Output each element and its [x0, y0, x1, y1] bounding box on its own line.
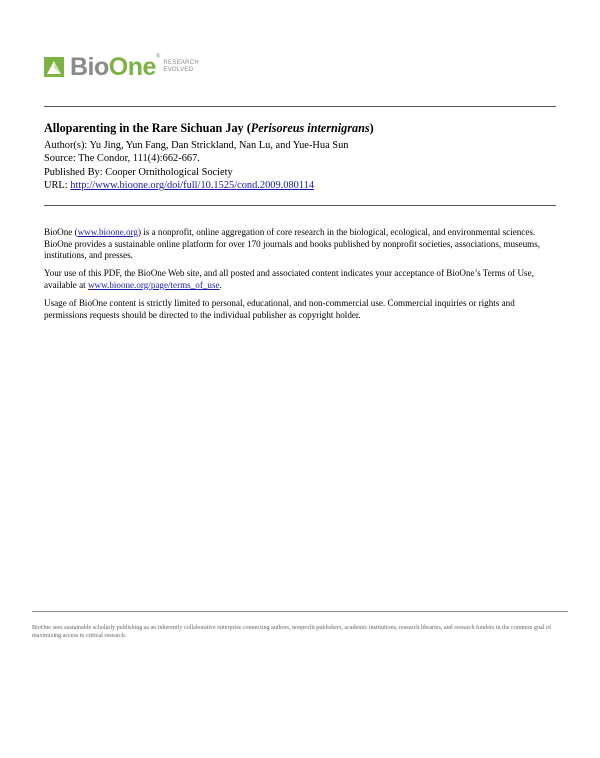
- article-metadata: [44, 139, 348, 192]
- footer-divider: [32, 611, 568, 612]
- article-title: [44, 121, 374, 136]
- article-url-link[interactable]: http://www.bioone.org/doi/full/10.1525/cond.2009.080114: [70, 179, 315, 191]
- logo-registered-mark: ®: [155, 54, 161, 60]
- header-divider: [44, 106, 556, 107]
- logo-word-one: One: [108, 52, 156, 81]
- bioone-description-paragraph: [44, 227, 556, 262]
- article-title-species: Perisoreus internigrans: [250, 121, 370, 135]
- logo-word-bio: Bio: [70, 52, 109, 81]
- terms-of-use-paragraph: [44, 268, 556, 291]
- p2-text-end: .: [219, 279, 222, 290]
- logo-tagline: [163, 60, 199, 74]
- p1-text-start: BioOne (: [44, 227, 78, 237]
- footer-text: BioOne sees sustainable scholarly publishing as an inherently collaborative enterprise connecting authors, nonprofit publishers, academic institutions, research libraries, and research funders in the common goal of maximizing access to critical research.: [32, 625, 552, 640]
- article-publisher: Published By: Cooper Ornithological Society: [44, 166, 233, 178]
- logo-wordmark: [70, 52, 156, 81]
- p2-text-start: Your use of this PDF, the BioOne Web site, and all posted and associated content indicates your acceptance of BioOne’s Terms of Use, available at: [44, 268, 534, 290]
- bioone-logo: [44, 52, 199, 82]
- article-authors: Author(s): Yu Jing, Yun Fang, Dan Strickland, Nan Lu, and Yue-Hua Sun: [44, 140, 349, 151]
- article-title-close: ): [369, 121, 374, 135]
- logo-tagline-line-1: RESEARCH: [163, 60, 200, 66]
- logo-tagline-line-2: EVOLVED: [163, 67, 194, 73]
- usage-restrictions-paragraph: Usage of BioOne content is strictly limited to personal, educational, and non-commercial use. Commercial inquiries or rights and permissions requests should be directed to the individual publisher as copyright holder.: [44, 298, 515, 320]
- bioone-home-link[interactable]: www.bioone.org: [77, 227, 138, 237]
- article-url-line: [44, 179, 348, 192]
- terms-of-use-link[interactable]: www.bioone.org/page/terms_of_use: [87, 279, 220, 290]
- article-source: Source: The Condor, 111(4):662-667.: [44, 153, 200, 165]
- p1-text-rest: ) is a nonprofit, online aggregation of core research in the biological, ecological, and environmental sciences. BioOne provides a sustainable online platform for over 170 journals and books published by nonprofit societies, associations, museums, institutions, and presses.: [44, 227, 541, 261]
- article-url-label: URL:: [44, 179, 71, 191]
- article-title-main: Alloparenting in the Rare Sichuan Jay (: [44, 121, 251, 135]
- metadata-divider: [44, 205, 556, 206]
- bioone-leaf-icon: [44, 55, 66, 79]
